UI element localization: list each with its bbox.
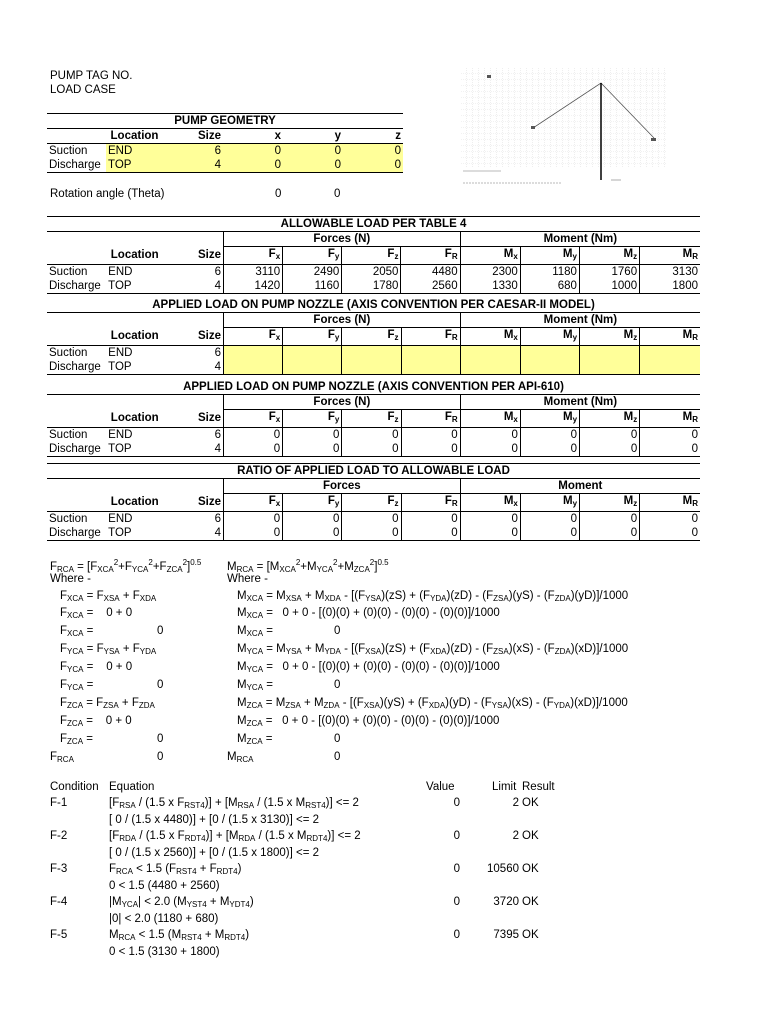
geometry-header-location: Location (106, 129, 163, 144)
condition-result: OK (522, 896, 539, 908)
fzca-sum: $F_{ZCA}$ = 0 + 0 (60, 715, 132, 728)
moment-group-label: Moment (460, 479, 700, 494)
moment-group-label: Moment (Nm) (460, 313, 700, 328)
mxca-result: $M_{XCA}$ = (237, 625, 273, 638)
ratio-title: RATIO OF APPLIED LOAD TO ALLOWABLE LOAD (47, 464, 700, 479)
value-cell: 0 (401, 442, 460, 457)
value-cell: 1000 (579, 279, 639, 294)
header-fy: $F_y$ (283, 247, 342, 265)
fzca-value: 0 (157, 733, 164, 745)
header-mz: $M_z$ (579, 247, 639, 265)
condition-equation: $|M_{YCA}| < 2.0$ $(M_{YST4} + M_{YDT4})$ (109, 896, 254, 909)
myca-def: $M_{YCA} = M_{YSA} + M_{YDA} - [(F_{XSA})(zS) + (F_{XDA})(zD) - (F_{ZSA})(xS) - (F_{ZDA})(xD)]/1000$ (237, 643, 629, 656)
size-cell: 4 (163, 360, 223, 375)
condition-limit: 2 (512, 797, 519, 809)
applied-api-title: APPLIED LOAD ON PUMP NOZZLE (AXIS CONVENTION PER API-610) (47, 380, 700, 395)
header-fy: $F_y$ (283, 494, 342, 512)
value-cell: 0 (520, 512, 579, 527)
forces-group-label: Forces (N) (224, 313, 461, 328)
applied-caesar-row-suction (47, 346, 700, 361)
condition-result: OK (522, 797, 539, 809)
header-fx: $F_x$ (224, 494, 283, 512)
input-cell[interactable] (283, 346, 342, 361)
value-cell: 0 (640, 428, 700, 443)
header-fr: $F_R$ (401, 410, 460, 428)
header-fz: $F_z$ (342, 494, 401, 512)
value-cell: 0 (460, 526, 520, 541)
condition-limit: 10560 (487, 863, 519, 875)
header-mz: $M_z$ (580, 494, 640, 512)
mxca-calc: $M_{XCA} = 0 + 0 - [(0)(0) + (0)(0) - (0)(0) - (0)(0)]/1000$ (237, 607, 500, 620)
location-cell: END (108, 513, 133, 525)
header-fz: $F_z$ (342, 410, 401, 428)
condition-id: F-2 (50, 830, 68, 842)
size-cell: 6 (214, 347, 222, 359)
result-header: Result (522, 781, 555, 793)
value-cell: 0 (342, 512, 401, 527)
input-cell[interactable] (401, 360, 460, 375)
location-cell: END (108, 429, 133, 441)
row-label: Discharge (47, 158, 106, 173)
condition-equation: [$F_{RDA} / (1.5$ x $F_{RDT4})] + [M_{RDA} / (1.5$ x $M_{RDT4})] <= 2$ (109, 830, 361, 843)
mrca-formula: $M_{RCA} = [M_{XCA}^2+M_{YCA}^2+M_{ZCA}^2]^{0.5}$ (227, 558, 389, 574)
moment-group-label: Moment (Nm) (460, 395, 700, 410)
row-label: Discharge (47, 442, 106, 457)
value-cell: 1800 (640, 279, 700, 294)
condition-id: F-1 (50, 797, 68, 809)
location-cell: TOP (106, 360, 163, 375)
rotation-angle-label: Rotation angle (Theta) (50, 188, 165, 200)
frca-value: 0 (157, 751, 164, 763)
value-header: Value (426, 781, 455, 793)
myca-value: 0 (334, 679, 341, 691)
condition-id: F-3 (50, 863, 68, 875)
geometry-row-discharge (47, 158, 403, 173)
mzca-value: 0 (334, 733, 341, 745)
mzca-calc: $M_{ZCA} = 0 + 0 - [(0)(0) + (0)(0) - (0)(0) - (0)(0)]/1000$ (237, 715, 500, 728)
value-cell: 0 (224, 442, 283, 457)
header-fy: $F_y$ (283, 410, 342, 428)
value-cell: 0 (401, 512, 460, 527)
value-cell: 3130 (640, 265, 700, 280)
row-label: Discharge (47, 279, 106, 294)
condition-limit: 2 (512, 830, 519, 842)
location-cell: TOP (106, 526, 163, 541)
value-cell: 0 (520, 526, 579, 541)
header-mx: $M_x$ (460, 494, 520, 512)
condition-evaluation: 0 < 1.5 (3130 + 1800) (109, 946, 220, 958)
location-cell: TOP (106, 442, 163, 457)
value-cell: 0 (580, 512, 640, 527)
x-cell[interactable]: 0 (223, 158, 283, 173)
value-cell: 0 (342, 526, 401, 541)
row-label: Suction (49, 513, 88, 525)
value-cell: 0 (520, 428, 579, 443)
rotation-value-2: 0 (334, 188, 341, 200)
value-cell: 0 (342, 428, 401, 443)
fyca-sum: $F_{YCA}$ = 0 + 0 (60, 661, 133, 674)
value-cell: 0 (224, 512, 283, 527)
condition-result: OK (522, 830, 539, 842)
value-cell: 2490 (283, 265, 342, 280)
input-cell[interactable] (520, 360, 579, 375)
ratio-row-discharge (47, 526, 700, 541)
value-cell: 0 (283, 526, 342, 541)
value-cell: 1330 (460, 279, 520, 294)
forces-group-label: Forces (N) (224, 395, 461, 410)
value-cell: 0 (283, 428, 342, 443)
value-cell: 2300 (460, 265, 520, 280)
input-cell[interactable] (520, 346, 579, 361)
applied-api-table (47, 380, 700, 457)
header-location: Location (106, 494, 163, 512)
value-cell: 0 (342, 442, 401, 457)
allowable-row-suction (47, 265, 700, 280)
value-cell: 0 (283, 442, 342, 457)
geometry-header-z: z (343, 129, 403, 144)
mrca-value: 0 (334, 751, 341, 763)
mxca-def: $M_{XCA} = M_{XSA} + M_{XDA} - [(F_{YSA})(zS) + (F_{YDA})(zD) - (F_{ZSA})(yS) - (F_{ZDA})(yD)]/1000$ (237, 590, 629, 603)
pump-tag-label: PUMP TAG NO. (50, 70, 133, 82)
location-cell: END (108, 347, 133, 359)
condition-value: 0 (453, 929, 460, 941)
location-cell[interactable]: TOP (106, 158, 163, 173)
header-mr: $M_R$ (640, 328, 700, 346)
condition-limit: 3720 (493, 896, 519, 908)
input-cell[interactable] (342, 360, 401, 375)
header-size: Size (163, 247, 223, 265)
value-cell: 1160 (283, 279, 342, 294)
header-fx: $F_x$ (224, 410, 283, 428)
value-cell: 3110 (223, 265, 282, 280)
header-fr: $F_R$ (401, 247, 460, 265)
input-cell[interactable] (580, 360, 640, 375)
input-cell[interactable] (580, 346, 640, 361)
pump-geometry-table (47, 113, 403, 173)
header-mz: $M_z$ (580, 410, 640, 428)
value-cell: 0 (460, 442, 520, 457)
condition-equation: [$F_{RSA} / (1.5$ x $F_{RST4})] + [M_{RSA} / (1.5$ x $M_{RST4})] <= 2$ (109, 797, 359, 810)
applied-caesar-title: APPLIED LOAD ON PUMP NOZZLE (AXIS CONVENTION PER CAESAR-II MODEL) (47, 298, 700, 313)
value-cell: 0 (460, 512, 520, 527)
condition-value: 0 (453, 863, 460, 875)
row-label: Discharge (47, 526, 106, 541)
mzca-result: $M_{ZCA}$ = (237, 733, 273, 746)
header-fr: $F_R$ (401, 494, 460, 512)
value-cell: 0 (580, 526, 640, 541)
location-cell: TOP (106, 279, 163, 294)
condition-equation: $M_{RCA} < 1.5$ $(M_{RST4} + M_{RDT4})$ (109, 929, 250, 942)
condition-evaluation: [ 0 / (1.5 x 2560)] + [0 / (1.5 x 1800)] <= 2 (109, 847, 319, 859)
z-cell[interactable]: 0 (343, 158, 403, 173)
condition-id: F-5 (50, 929, 68, 941)
header-fz: $F_z$ (342, 247, 401, 265)
input-cell[interactable] (224, 360, 283, 375)
input-cell[interactable] (460, 346, 520, 361)
header-my: $M_y$ (520, 247, 579, 265)
size-cell: 4 (163, 526, 223, 541)
input-cell[interactable] (342, 346, 401, 361)
mzca-def: $M_{ZCA} = M_{ZSA} + M_{ZDA} - [(F_{XSA})(yS) + (F_{XDA})(yD) - (F_{YSA})(xS) - (F_{YDA})(xD)]/1000$ (237, 697, 628, 710)
fzca-def: $F_{ZCA} = F_{ZSA} + F_{ZDA}$ (60, 697, 155, 710)
size-cell: 4 (163, 442, 223, 457)
header-mz: $M_z$ (580, 328, 640, 346)
header-fz: $F_z$ (342, 328, 401, 346)
header-mr: $M_R$ (640, 494, 700, 512)
header-fr: $F_R$ (401, 328, 460, 346)
row-label: Suction (49, 429, 88, 441)
value-cell: 0 (640, 512, 700, 527)
header-fx: $F_x$ (224, 328, 283, 346)
value-cell: 0 (224, 526, 283, 541)
mxca-value: 0 (334, 625, 341, 637)
allowable-title: ALLOWABLE LOAD PER TABLE 4 (47, 217, 700, 232)
geometry-row-suction (47, 144, 403, 159)
condition-equation: $F_{RCA} < 1.5$ $(F_{RST4} + F_{RDT4})$ (109, 863, 242, 876)
forces-group-label: Forces (N) (223, 232, 460, 247)
condition-header: Condition (50, 781, 99, 793)
condition-limit: 7395 (493, 929, 519, 941)
fzca-result: $F_{ZCA}$ = (60, 733, 93, 746)
condition-id: F-4 (50, 896, 68, 908)
header-my: $M_y$ (520, 494, 579, 512)
mrca-result: $M_{RCA}$ (227, 751, 254, 764)
geometry-header-x: x (223, 129, 283, 144)
header-mr: $M_R$ (640, 247, 700, 265)
applied-caesar-table (47, 298, 700, 375)
input-cell[interactable] (640, 346, 700, 361)
value-cell: 1420 (223, 279, 282, 294)
header-mx: $M_x$ (460, 247, 520, 265)
x-cell[interactable]: 0 (223, 144, 283, 159)
row-label: Suction (49, 145, 88, 157)
value-cell: 0 (283, 512, 342, 527)
condition-value: 0 (453, 896, 460, 908)
fyca-value: 0 (157, 679, 164, 691)
condition-value: 0 (453, 797, 460, 809)
condition-value: 0 (453, 830, 460, 842)
header-location: Location (106, 247, 163, 265)
header-size: Size (163, 410, 223, 428)
fyca-result: $F_{YCA}$ = (60, 679, 94, 692)
value-cell: 2560 (401, 279, 460, 294)
fxca-result: $F_{XCA}$ = (60, 625, 94, 638)
value-cell: 1760 (579, 265, 639, 280)
geometry-header-y: y (283, 129, 343, 144)
value-cell: 0 (401, 526, 460, 541)
size-cell[interactable]: 6 (163, 144, 223, 159)
applied-caesar-row-discharge (47, 360, 700, 375)
geometry-header-size: Size (163, 129, 223, 144)
value-cell: 1780 (342, 279, 401, 294)
value-cell: 0 (224, 428, 283, 443)
size-cell: 4 (163, 279, 223, 294)
condition-result: OK (522, 863, 539, 875)
header-size: Size (163, 328, 223, 346)
fxca-def: $F_{XCA} = F_{XSA} + F_{XDA}$ (60, 590, 157, 603)
pump-sketch-thumbnail (461, 68, 666, 190)
applied-api-row-discharge (47, 442, 700, 457)
value-cell: 1180 (520, 265, 579, 280)
input-cell[interactable] (460, 360, 520, 375)
value-cell: 2050 (342, 265, 401, 280)
frca-result: $F_{RCA}$ (50, 751, 74, 764)
myca-result: $M_{YCA}$ = (237, 679, 273, 692)
value-cell: 4480 (401, 265, 460, 280)
input-cell[interactable] (401, 346, 460, 361)
input-cell[interactable] (640, 360, 700, 375)
value-cell: 0 (580, 428, 640, 443)
where-label-right: Where - (227, 573, 268, 585)
ratio-table (47, 463, 700, 541)
location-cell: END (108, 266, 133, 278)
input-cell[interactable] (283, 360, 342, 375)
size-cell[interactable]: 4 (163, 158, 223, 173)
header-fx: $F_x$ (223, 247, 282, 265)
row-label: Suction (49, 266, 88, 278)
size-cell: 6 (214, 429, 222, 441)
ratio-row-suction (47, 512, 700, 527)
value-cell: 680 (520, 279, 579, 294)
rotation-value-1: 0 (275, 188, 282, 200)
input-cell[interactable] (224, 346, 283, 361)
fxca-sum: $F_{XCA}$ = 0 + 0 (60, 607, 133, 620)
limit-header: Limit (492, 781, 517, 793)
header-location: Location (106, 328, 163, 346)
applied-api-row-suction (47, 428, 700, 443)
allowable-row-discharge (47, 279, 700, 294)
value-cell: 0 (640, 442, 700, 457)
fxca-value: 0 (157, 625, 164, 637)
value-cell: 0 (401, 428, 460, 443)
y-cell[interactable]: 0 (283, 144, 343, 159)
value-cell: 0 (520, 442, 579, 457)
header-my: $M_y$ (520, 410, 579, 428)
value-cell: 0 (460, 428, 520, 443)
frca-formula: $F_{RCA} = [F_{XCA}^2+F_{YCA}^2+F_{ZCA}^2]^{0.5}$ (50, 558, 202, 574)
header-size: Size (163, 494, 223, 512)
value-cell: 0 (580, 442, 640, 457)
header-fy: $F_y$ (283, 328, 342, 346)
size-cell: 6 (214, 266, 221, 278)
fyca-def: $F_{YCA} = F_{YSA} + F_{YDA}$ (60, 643, 157, 656)
forces-group-label: Forces (224, 479, 461, 494)
header-mx: $M_x$ (460, 328, 520, 346)
header-mr: $M_R$ (640, 410, 700, 428)
pump-geometry-title: PUMP GEOMETRY (47, 114, 403, 129)
condition-result: OK (522, 929, 539, 941)
condition-evaluation: [ 0 / (1.5 x 4480)] + [0 / (1.5 x 3130)] <= 2 (109, 814, 319, 826)
location-cell[interactable]: END (106, 144, 163, 159)
equation-header: Equation (109, 781, 155, 793)
allowable-load-table (47, 216, 700, 294)
header-location: Location (106, 410, 163, 428)
where-label-left: Where - (50, 573, 91, 585)
load-case-label: LOAD CASE (50, 84, 116, 96)
size-cell: 6 (214, 513, 221, 525)
value-cell: 0 (640, 526, 700, 541)
header-my: $M_y$ (520, 328, 579, 346)
moment-group-label: Moment (Nm) (460, 232, 700, 247)
condition-evaluation: |0| < 2.0 (1180 + 680) (109, 913, 219, 925)
header-mx: $M_x$ (460, 410, 520, 428)
y-cell[interactable]: 0 (283, 158, 343, 173)
myca-calc: $M_{YCA} = 0 + 0 - [(0)(0) + (0)(0) - (0)(0) - (0)(0)]/1000$ (237, 661, 500, 674)
condition-evaluation: 0 < 1.5 (4480 + 2560) (109, 880, 220, 892)
row-label: Discharge (47, 360, 106, 375)
z-cell[interactable]: 0 (343, 144, 403, 159)
row-label: Suction (49, 347, 88, 359)
